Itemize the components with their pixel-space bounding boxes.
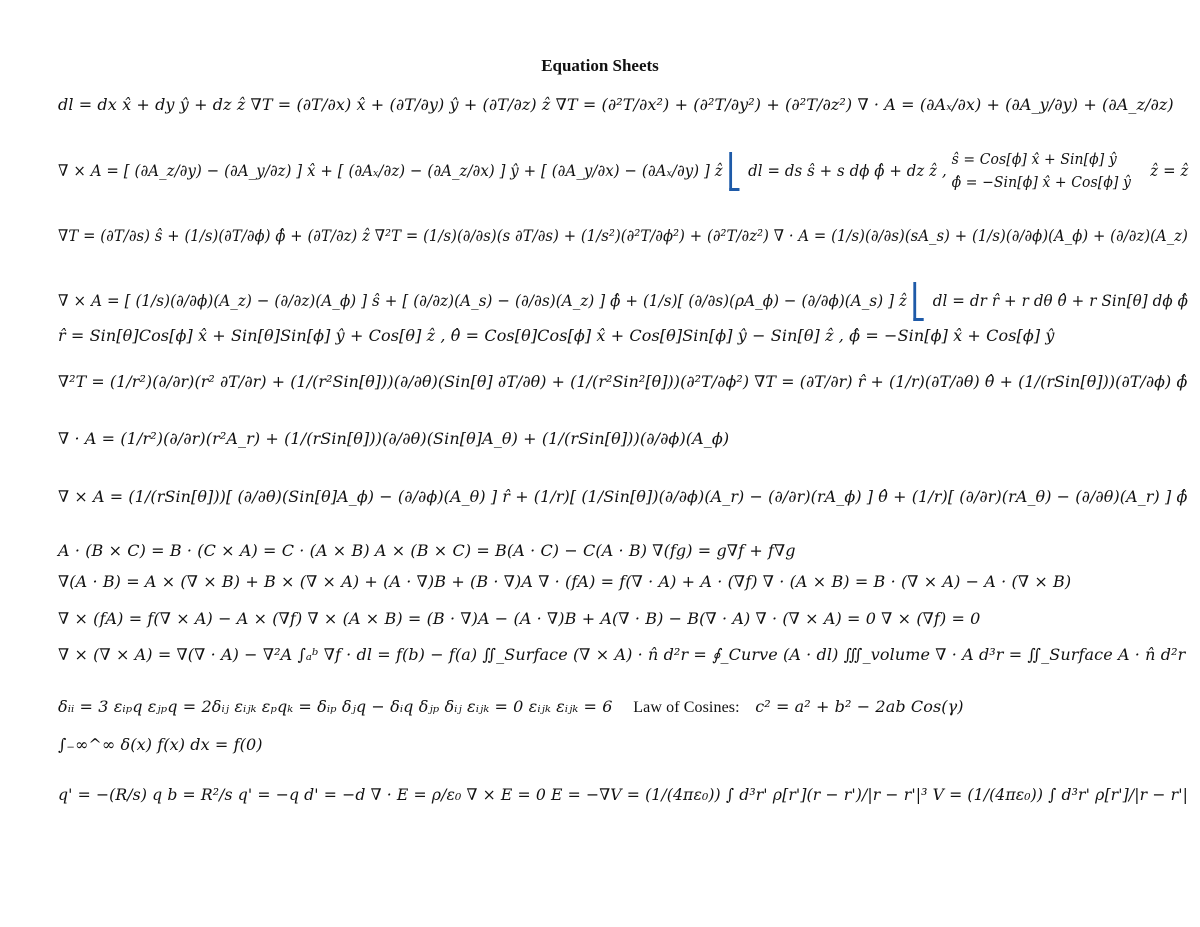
equation-line-curl-cylindrical (58, 282, 1188, 321)
equation-line-spherical-unit-vectors: r̂ = Sin[θ]Cos[ϕ] x̂ + Sin[θ]Sin[ϕ] ŷ + Cos[θ] ẑ , θ̂ = Cos[θ]Cos[ϕ] x̂ + Cos[θ]Sin[ϕ] ŷ − Sin[θ] ẑ , ϕ̂ = −Sin[ϕ] x̂ + Cos[ϕ] ŷ (58, 326, 1055, 345)
equation-line-electrostatics: q' = −(R/s) q b = R²/s q' = −q d' = −d ∇ · E = ρ/ε₀ ∇ × E = 0 E = −∇V = (1/(4πε₀)) ∫ d³r' ρ[r'](r − r')/|r − r'|³ V = (1/(4πε₀)) ∫ d³r' ρ[r']/|r − r'| (58, 785, 1189, 804)
blue-bracket-mark (914, 282, 924, 321)
equation-line-cartesian: dl = dx x̂ + dy ŷ + dz ẑ ∇T = (∂T/∂x) x̂ + (∂T/∂y) ŷ + (∂T/∂z) ẑ ∇T = (∂²T/∂x²) + (∂²T/∂y²) + (∂²T/∂z²) ∇ · A = (∂Aₓ/∂x) + (∂A_y/∂y) + (∂A_z/∂z) (58, 95, 1174, 114)
equation-line-delta-function: ∫₋∞^∞ δ(x) f(x) dx = f(0) (58, 735, 263, 754)
cylindrical-unit-vectors (952, 148, 1131, 195)
equation-line-vector-identities-2: ∇(A · B) = A × (∇ × B) + B × (∇ × A) + (A · ∇)B + (B · ∇)A ∇ · (fA) = f(∇ · A) + A · (∇f) ∇ · (A × B) = B · (∇ × A) − A · (∇ × B) (58, 572, 1072, 591)
equation-line-divergence-spherical: ∇ · A = (1/r²)(∂/∂r)(r²A_r) + (1/(rSin[θ]))(∂/∂θ)(Sin[θ]A_θ) + (1/(rSin[θ]))(∂/∂ϕ)(A_ϕ) (58, 429, 730, 448)
curl-cylindrical-equation: ∇ × A = [ (1/s)(∂/∂ϕ)(A_z) − (∂/∂z)(A_ϕ) ] ŝ + [ (∂/∂z)(A_s) − (∂/∂s)(A_z) ] ϕ̂ + (1/s)[ (∂/∂s)(ρA_ϕ) − (∂/∂ϕ)(A_s) ] ẑ (58, 291, 907, 310)
equation-line-integral-theorems: ∇ × (∇ × A) = ∇(∇ · A) − ∇²A ∫ₐᵇ ∇f · dl = f(b) − f(a) ∬_Surface (∇ × A) · n̂ d²r = ∮_Curve (A · dl) ∭_volume ∇ · A d³r = ∬_Surface A · n̂ d²r (58, 645, 1186, 664)
kronecker-levi-civita-identities: δᵢᵢ = 3 εᵢₚq εⱼₚq = 2δᵢⱼ εᵢⱼₖ εₚqₖ = δᵢₚ δⱼq − δᵢq δⱼₚ δᵢⱼ εᵢⱼₖ = 0 εᵢⱼₖ εᵢⱼₖ = 6 (58, 697, 613, 716)
law-of-cosines-equation: c² = a² + b² − 2ab Cos(γ) (755, 697, 964, 716)
equation-line-curl-cartesian (58, 148, 1189, 195)
equation-line-laplacian-spherical: ∇²T = (1/r²)(∂/∂r)(r² ∂T/∂r) + (1/(r²Sin[θ]))(∂/∂θ)(Sin[θ] ∂T/∂θ) + (1/(r²Sin²[θ]))(∂²T/∂ϕ²) ∇T = (∂T/∂r) r̂ + (1/r)(∂T/∂θ) θ̂ + (1/(rSin[θ]))(∂T/∂ϕ) ϕ̂ (58, 372, 1188, 391)
curl-cartesian-equation: ∇ × A = [ (∂A_z/∂y) − (∂A_y/∂z) ] x̂ + [ (∂Aₓ/∂z) − (∂A_z/∂x) ] ŷ + [ (∂A_y/∂x) − (∂Aₓ/∂y) ] ẑ (58, 160, 723, 180)
line-element-spherical: dl = dr r̂ + r dθ θ̂ + r Sin[θ] dϕ ϕ̂ (932, 291, 1188, 310)
equation-line-tensor-identities (58, 697, 1178, 717)
page-title: Equation Sheets (541, 56, 659, 75)
phi-hat-definition: ϕ̂ = −Sin[ϕ] x̂ + Cos[ϕ] ŷ (951, 173, 1131, 192)
law-of-cosines-label: Law of Cosines: (633, 699, 740, 716)
s-hat-definition: ŝ = Cos[ϕ] x̂ + Sin[ϕ] ŷ (951, 150, 1117, 168)
equation-line-cylindrical: ∇T = (∂T/∂s) ŝ + (1/s)(∂T/∂ϕ) ϕ̂ + (∂T/∂z) ẑ ∇²T = (1/s)(∂/∂s)(s ∂T/∂s) + (1/s²)(∂²T/∂ϕ²) + (∂²T/∂z²) ∇ · A = (1/s)(∂/∂s)(sA_s) + (1/s)(∂/∂ϕ)(A_ϕ) + (∂/∂z)(A_z) (58, 226, 1188, 245)
z-hat-definition: ẑ = ẑ (1150, 160, 1189, 180)
equation-line-curl-spherical: ∇ × A = (1/(rSin[θ]))[ (∂/∂θ)(Sin[θ]A_ϕ) − (∂/∂ϕ)(A_θ) ] r̂ + (1/r)[ (1/Sin[θ])(∂/∂ϕ)(A_r) − (∂/∂r)(rA_ϕ) ] θ̂ + (1/r)[ (∂/∂r)(rA_θ) − (∂/∂θ)(A_r) ] ϕ̂ (58, 487, 1188, 506)
blue-bracket-mark (729, 152, 739, 191)
equation-line-vector-identities-3: ∇ × (fA) = f(∇ × A) − A × (∇f) ∇ × (A × B) = (B · ∇)A − (A · ∇)B + A(∇ · B) − B(∇ · A) ∇ · (∇ × A) = 0 ∇ × (∇f) = 0 (58, 609, 981, 628)
line-element-cylindrical: dl = ds ŝ + s dϕ ϕ̂ + dz ẑ , (748, 160, 947, 180)
equation-line-vector-identities-1: A · (B × C) = B · (C × A) = C · (A × B) A × (B × C) = B(A · C) − C(A · B) ∇(fg) = g∇f + f∇g (58, 541, 796, 560)
